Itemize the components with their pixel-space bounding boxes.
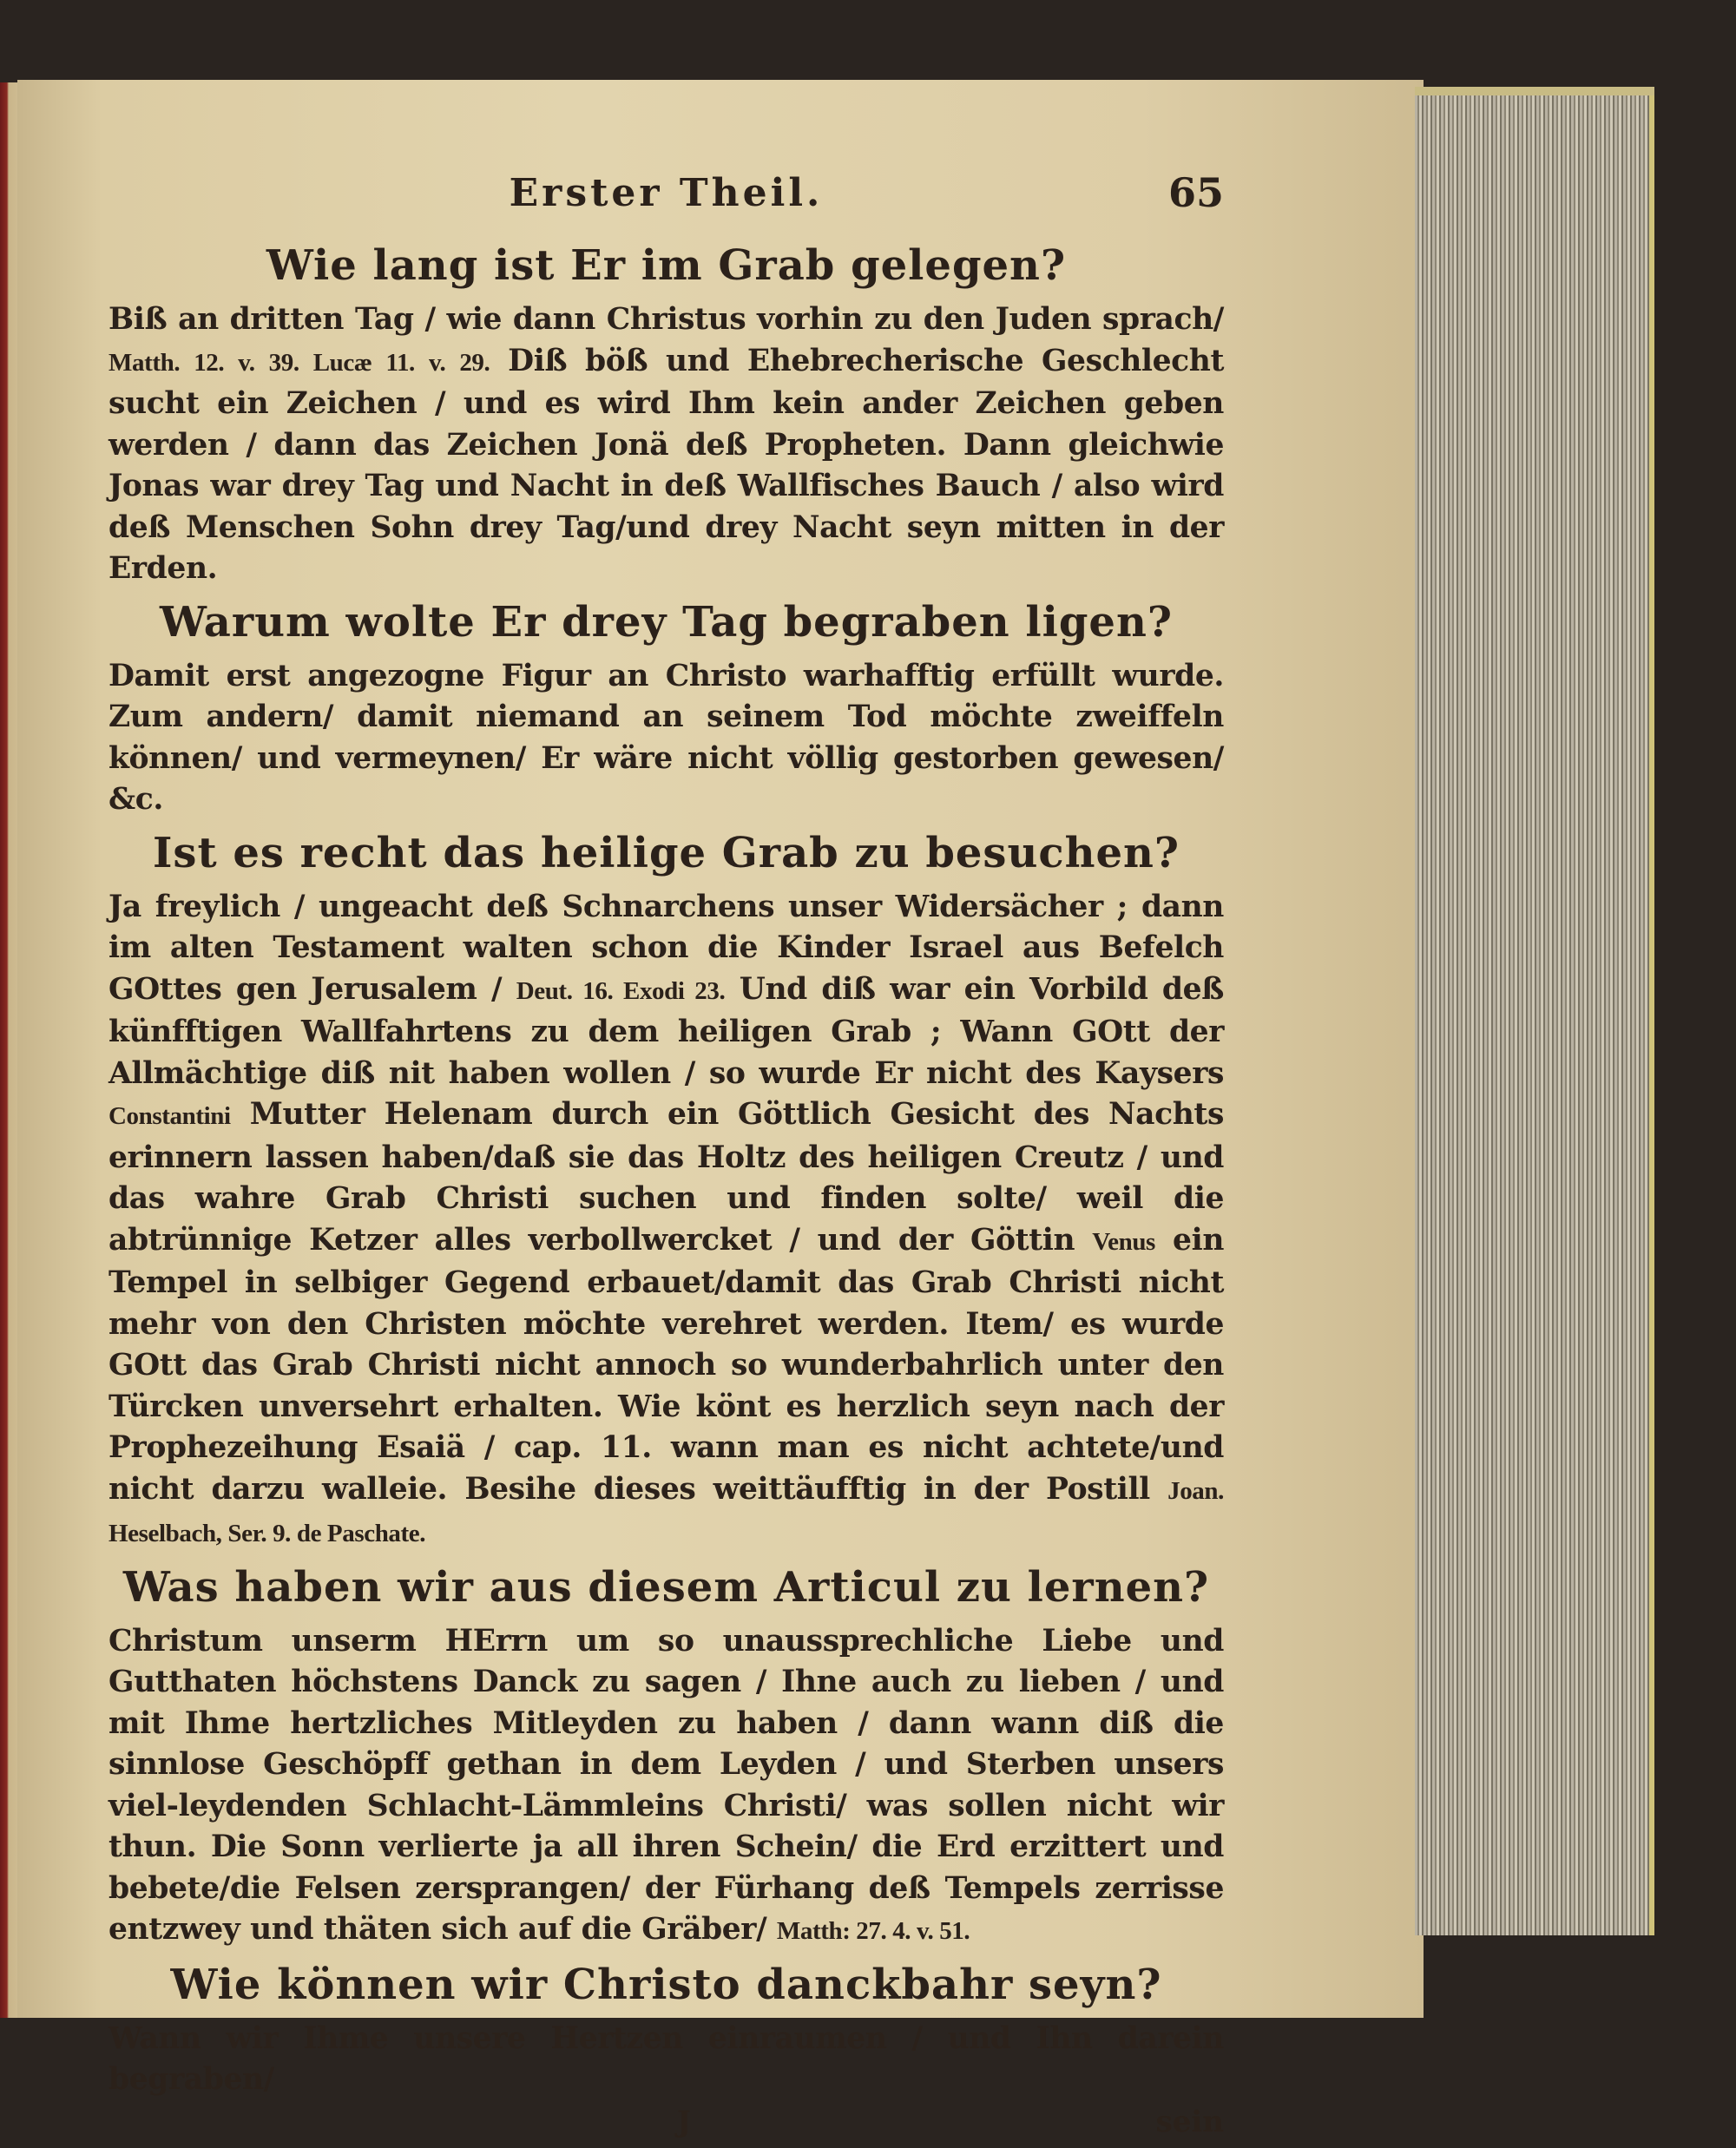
catchword: sein: [1155, 2104, 1224, 2139]
page-content: [108, 169, 1224, 2148]
section-question: Wie lang ist Er im Grab gelegen?: [266, 241, 1067, 290]
answer-text: Christum unserm HErrn um so unaussprechliche Liebe und Gutthaten höchstens Danck zu sagen / Ihne auch zu lieben / und mit Ihme hertzliches Mitleyden zu haben / dann wann diß die sinnlose Geschöpff gethan in dem Leyden / und Sterben unsers viel-leydenden Schlacht-Lämmleins Christi/ was sollen nicht wir thun. Die Sonn verlierte ja all ihren Schein/ die Erd erzittert und bebete/die Felsen zersprangen/ der Fürhang deß Tempels zerrisse entzwey und thäten sich auf die Gräber/: [108, 1623, 1224, 1947]
running-head: [108, 169, 1224, 233]
answer-text: Diß böß und Ehebrecherische Geschlecht sucht ein Zeichen / und es wird Ihm kein ander Zeichen geben werden / dann das Zeichen Jonä deß Propheten. Dann gleichwie Jonas war drey Tag und Nacht in deß Wallfisches Bauch / also wird deß Menschen Sohn drey Tag/und drey Nacht seyn mitten in der Erden.: [108, 343, 1225, 586]
section-answer: [108, 299, 1224, 590]
section-question: Wie können wir Christo danckbahr seyn?: [170, 1960, 1162, 2009]
sections: [108, 240, 1224, 2101]
catchline: [108, 2105, 1224, 2148]
section-answer: [108, 2019, 1224, 2101]
running-title: Erster Theil.: [509, 171, 824, 215]
answer-text: Wann wir Ihme unsere Hertzen einraumen / und Ihn darein begraben/: [108, 2020, 1224, 2097]
section-question: Warum wolte Er drey Tag begraben ligen?: [160, 597, 1173, 647]
answer-text: ein Tempel in selbiger Gegend erbauet/damit das Grab Christi nicht mehr von den Christen möchte verehret werden. Item/ es wurde GOtt das Grab Christi nicht annoch so wunderbahrlich unter den Türcken unversehrt erhalten. Wie könt es herzlich seyn nach der Prophezeihung Esaiä / cap. 11. wann man es nicht achtete/und nicht darzu walleie. Besihe dieses weittäufftig in der Postill: [108, 1222, 1224, 1507]
answer-text: Damit erst angezogne Figur an Christo warhafftig erfüllt wurde. Zum andern/ damit niemand an seinem Tod möchte zweiffeln können/ und vermeynen/ Er wäre nicht völlig gestorben gewesen/ &c.: [108, 658, 1224, 817]
section-question: Was haben wir aus diesem Articul zu lernen?: [122, 1562, 1210, 1612]
citation-text: Matth. 12. v. 39. Lucæ 11. v. 29.: [108, 348, 490, 377]
section-answer: [108, 1621, 1224, 1953]
answer-text: Mutter Helenam durch ein Göttlich Gesicht des Nachts erinnern lassen haben/daß sie das Holtz des heiligen Creutz / und das wahre Grab Christi suchen und finden solte/ weil die abtrünnige Ketzer alles verbollwercket / und der Göttin: [108, 1097, 1224, 1258]
section-question: Ist es recht das heilige Grab zu besuchen?: [152, 828, 1180, 877]
citation-text: Matth: 27. 4. v. 51.: [776, 1917, 970, 1945]
answer-text: Und diß war ein Vorbild deß künfftigen Wallfahrtens zu dem heiligen Grab ; Wann GOtt der Allmächtige diß nit haben wollen / so wurde Er nicht des Kaysers: [108, 971, 1224, 1091]
signature-mark: J: [677, 2104, 692, 2139]
answer-text: Biß an dritten Tag / wie dann Christus vorhin zu den Juden sprach/: [108, 302, 1224, 337]
page-number: 65: [1167, 169, 1224, 216]
citation-text: Joan. Heselbach, Ser. 9. de Paschate.: [108, 1476, 1224, 1547]
answer-text: Ja freylich / ungeacht deß Schnarchens unser Widersächer ; dann im alten Testament walten schon die Kinder Israel aus Befelch GOttes gen Jerusalem /: [108, 889, 1224, 1007]
section-answer: [108, 887, 1224, 1555]
citation-text: Deut. 16. Exodi 23.: [516, 976, 726, 1005]
citation-text: Venus: [1092, 1227, 1155, 1256]
citation-text: Constantini: [108, 1102, 231, 1130]
page-edges: [1415, 95, 1654, 1935]
section-answer: [108, 656, 1224, 821]
